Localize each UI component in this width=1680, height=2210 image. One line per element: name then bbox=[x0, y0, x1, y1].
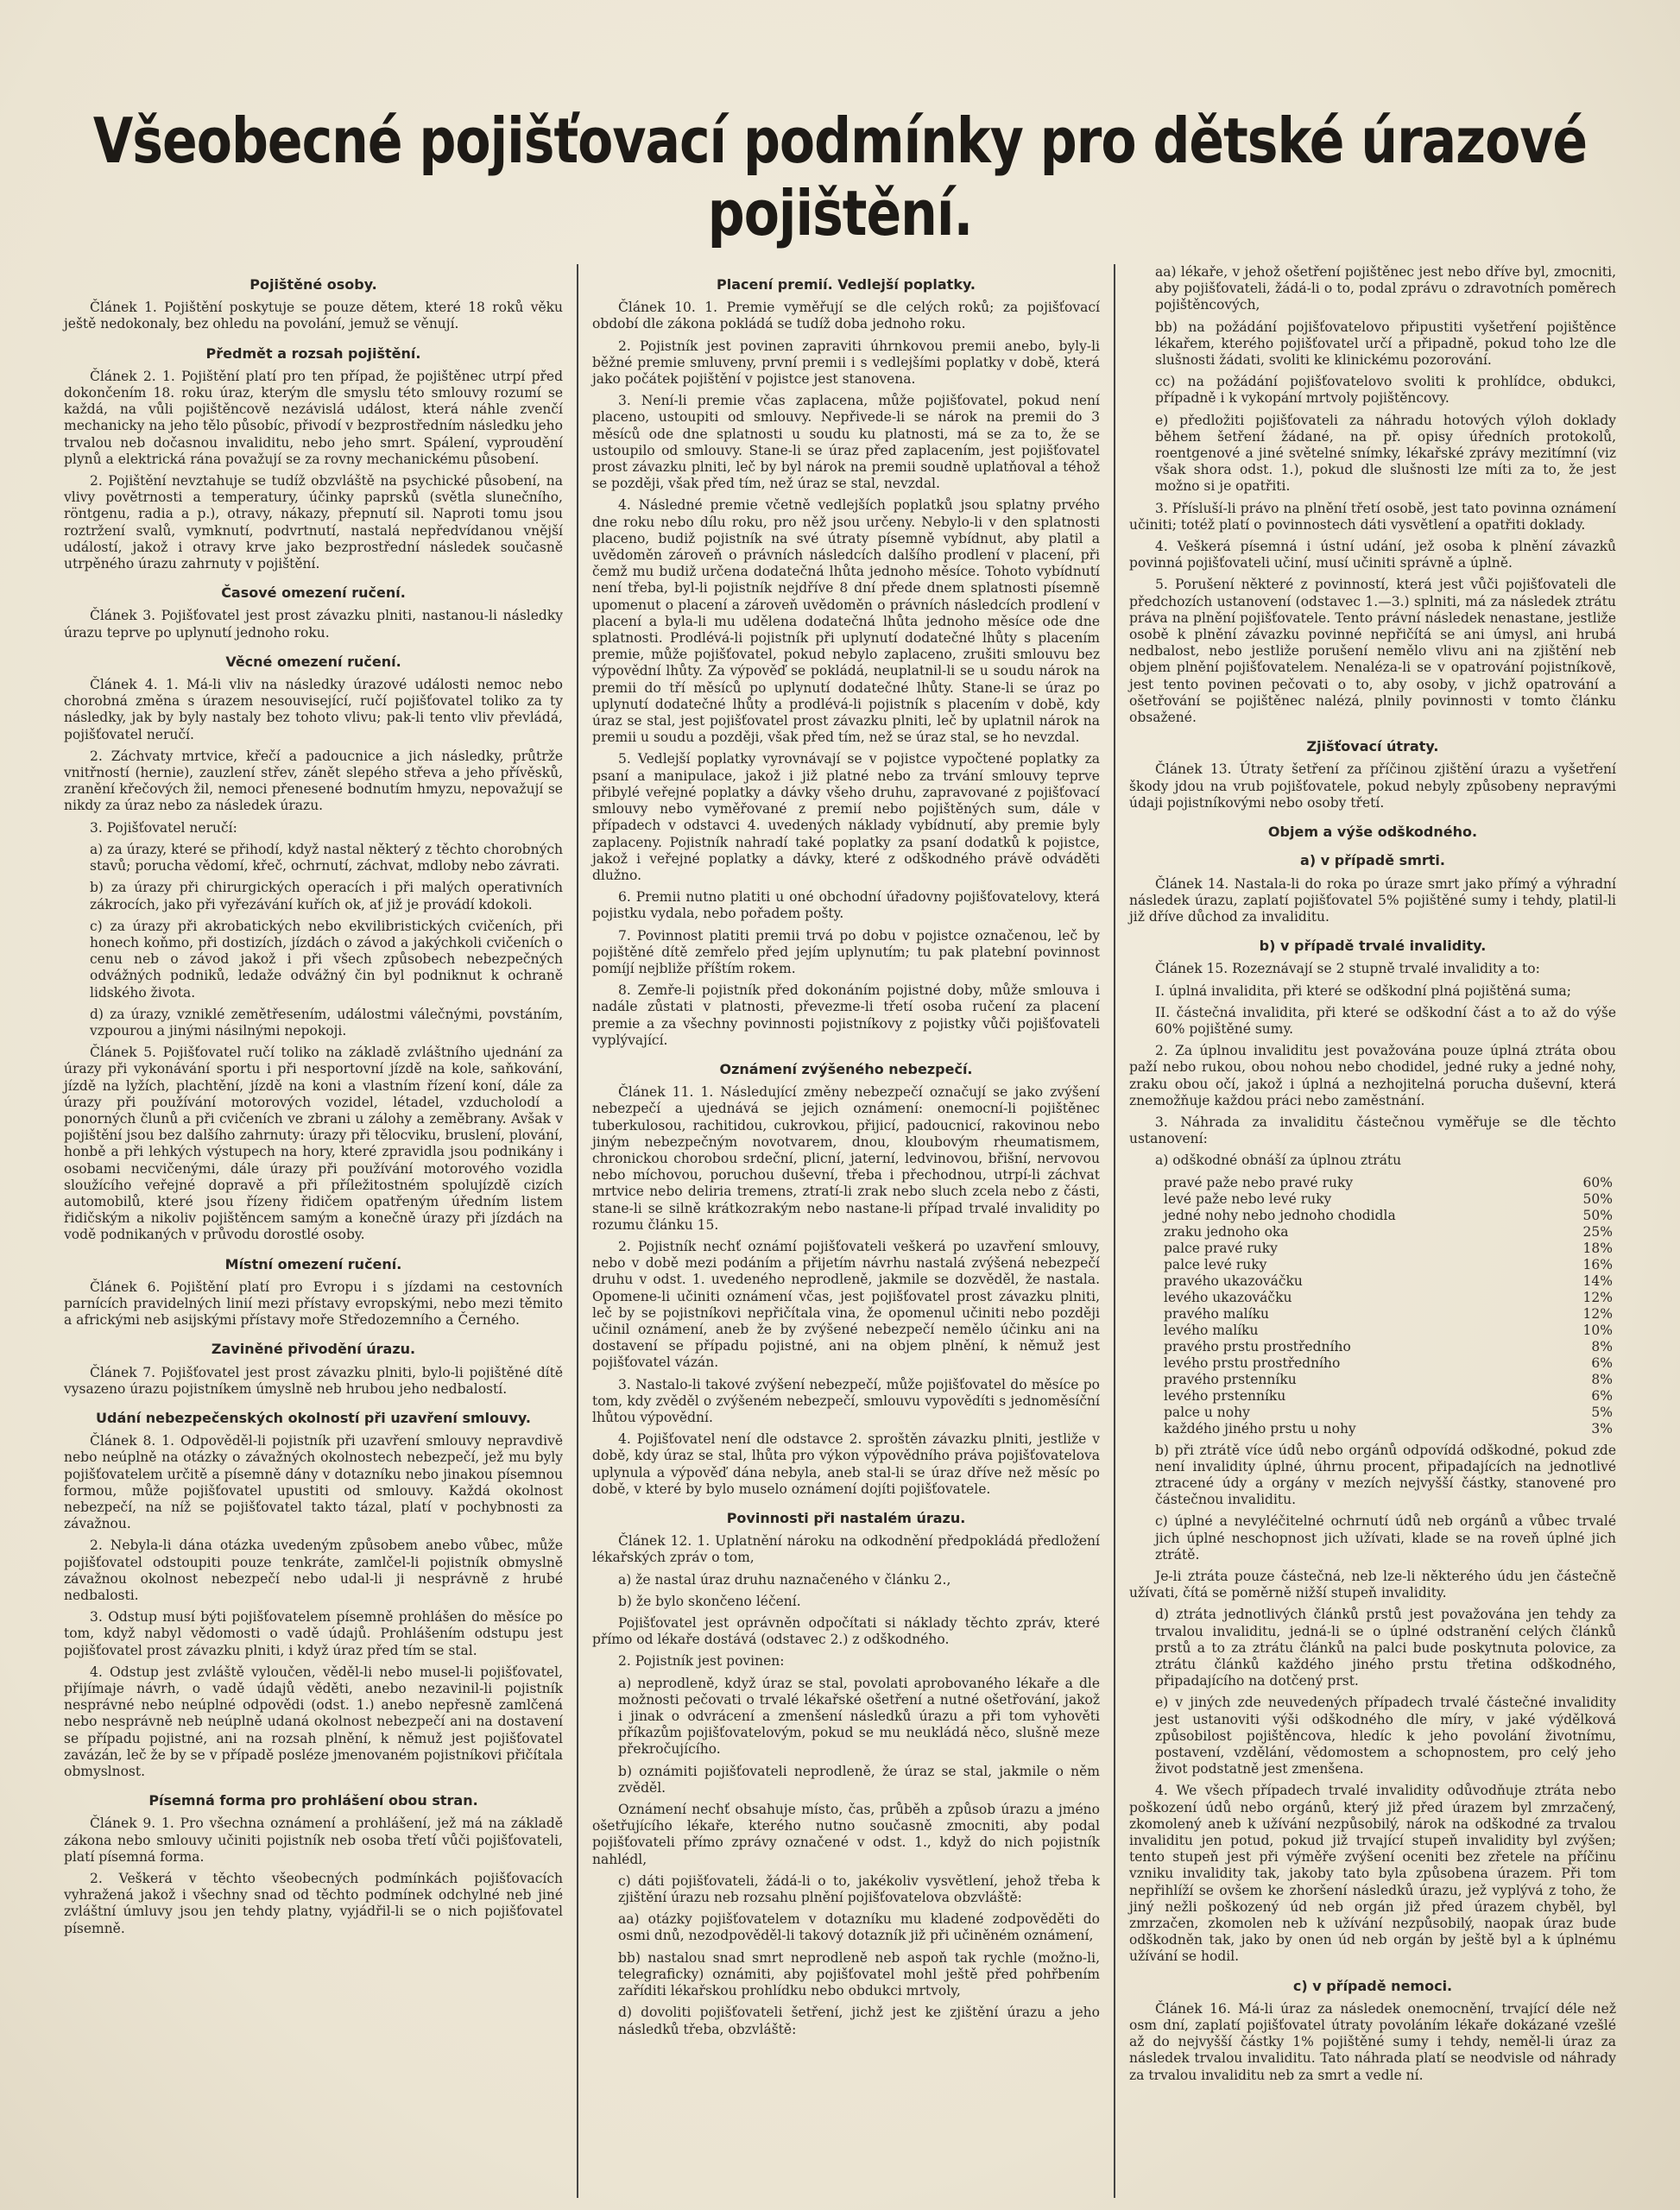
section-heading: a) v případě smrti. bbox=[1300, 852, 1445, 869]
section-heading: Předmět a rozsah pojištění. bbox=[205, 344, 421, 362]
body-part-label: každého jiného prstu u nohy bbox=[1164, 1420, 1356, 1436]
paragraph: Článek 8. 1. Odpověděl-li pojistník při uzavření smlouvy nepravdivě nebo neúplně na otázky o závažných okolnostech nebezpečí, jež mu byly pojišťovatelem určitě a písemně dány v dotazníku nebo jinakou písemnou formou, může pojišťovatel upustiti od smlouvy. Každá okolnost nebezpečí, na níž se pojišťovatel takto tázal, platí v pochybnosti za závažnou. bbox=[64, 1433, 563, 1532]
percentage-value: 6% bbox=[1591, 1354, 1613, 1371]
sub-paragraph: d) za úrazy, vzniklé zemětřesením, událostmi válečnými, povstáním, vzpourou a jinými násilnými nepokoji. bbox=[90, 1006, 563, 1039]
table-row bbox=[1129, 1224, 1616, 1241]
body-part-label: palce levé ruky bbox=[1164, 1256, 1267, 1272]
paragraph: Článek 5. Pojišťovatel ručí toliko na základě zvláštního ujednání za úrazy při vykonávání sportu i při nesportovní jízdě na kole, saňkování, jízdě na lyžích, plachtění, jízdě na koni a vlastním řízení koní, dále za úrazy při používání motorových vozidel, létadel, vzducholodí a ponorných člunů a při cvičeních ve zbrani u zálohy a zeměbrany. Avšak v pojištění jsou bez dalšího zahrnuty: úrazy při tělocviku, bruslení, plování, honbě a při lehkých výstupech na hory, které zpravidla jsou podnikány i osobami necvičenými, dále úrazy při používání motorového vozidla sloužícího veřejné dopravě a při příležitostném spolujízdě cizích automobilů, které jsou řízeny řidičem opatřeným úředním listem řidičským a nikoliv pojištěncem samým a konečně úrazy při jízdách na vodě podnikaných v průvodu dorostlé osoby. bbox=[64, 1045, 563, 1243]
sub-paragraph: c) dáti pojišťovateli, žádá-li o to, jakékoliv vysvětlení, jehož třeba k zjištění úrazu neb rozsahu plnění pojišťovatelova obzvláště: bbox=[618, 1872, 1100, 1906]
section-heading: Oznámení zvýšeného nebezpečí. bbox=[719, 1060, 973, 1077]
paragraph: 2. Záchvaty mrtvice, křečí a padoucnice a jich následky, průtrže vnitřností (hernie), zauzlení střev, zánět slepého střeva a jeho přívěsků, zranění křečových žil, nemoci přenesené bodnutím hmyzu, nepovažují se nikdy za úraz nebo za následek úrazu. bbox=[64, 748, 563, 814]
body-part-label: palce u nohy bbox=[1164, 1404, 1250, 1420]
paragraph: Článek 1. Pojištění poskytuje se pouze dětem, které 18 roků věku ještě nedokonaly, bez ohledu na povolání, jemuž se věnují. bbox=[64, 300, 563, 332]
sub-paragraph: d) ztráta jednotlivých článků prstů jest považována jen tehdy za trvalou invaliditu, jedná-li se o úplné odstranění celých článků prstů a to za ztrátu článků na palci bude poskytnuta polovice, za ztrátu článků každého jiného prstu třetina odškodného, připadajícího na dotčený prst. bbox=[1155, 1607, 1616, 1689]
paragraph: Článek 12. 1. Uplatnění nároku na odkodnění předpokládá předložení lékařských zpráv o tom, bbox=[592, 1533, 1100, 1566]
sub-paragraph: aa) otázky pojišťovatelem v dotazníku mu kladené zodpověděti do osmi dnů, nezodpověděl-li takový dotazník již při učiněném oznámení, bbox=[618, 1911, 1100, 1944]
sub-paragraph: cc) na požádání pojišťovatelovo svoliti k prohlídce, obdukci, případně i k vykopání mrtvoly pojištěncovy. bbox=[1155, 374, 1616, 407]
paragraph: Článek 13. Útraty šetření za příčinou zjištění úrazu a vyšetření škody jdou na vrub pojišťovatele, pokud nebyly způsobeny nepravými údaji pojistníkovými nebo osoby třetí. bbox=[1129, 761, 1616, 811]
table-row bbox=[1129, 1372, 1616, 1388]
percentage-value: 16% bbox=[1582, 1256, 1613, 1272]
percentage-value: 60% bbox=[1582, 1174, 1613, 1190]
sub-paragraph: II. částečná invalidita, při které se odškodní část a to až do výše 60% pojištěné sumy. bbox=[1155, 1004, 1616, 1037]
percentage-value: 6% bbox=[1591, 1387, 1613, 1404]
paragraph: 2. Za úplnou invaliditu jest považována pouze úplná ztráta obou paží nebo rukou, obou nohou nebo chodidel, jedné ruky a jedné nohy, zraku obou očí, jakož i úplná a nezhojitelná porucha duševní, která znemožňuje každou práci nebo zaměstnání. bbox=[1129, 1043, 1616, 1108]
percentage-value: 10% bbox=[1582, 1322, 1613, 1338]
column-1 bbox=[50, 264, 578, 2198]
paragraph: 3. Přísluší-li právo na plnění třetí osobě, jest tato povinna oznámení učiniti; totéž platí o povinnostech dáti vysvětlení a opatřiti doklady. bbox=[1129, 500, 1616, 533]
sub-paragraph: I. úplná invalidita, při které se odškodní plná pojištěná suma; bbox=[1155, 982, 1571, 999]
body-part-label: pravého prstenníku bbox=[1164, 1371, 1297, 1387]
percentage-value: 50% bbox=[1582, 1190, 1613, 1207]
body-part-label: levého malíku bbox=[1164, 1322, 1259, 1338]
table-row bbox=[1129, 1175, 1616, 1191]
body-part-label: pravého malíku bbox=[1164, 1305, 1269, 1322]
paragraph: Článek 6. Pojištění platí pro Evropu i s jízdami na cestovních parnících pravidelných linií mezi přístavy evropskými, nebo mezi těmito a africkými neb asijskými přístavy moře Středozemního a Černého. bbox=[64, 1279, 563, 1329]
column-3 bbox=[1115, 264, 1630, 2198]
sub-paragraph: b) oznámiti pojišťovateli neprodleně, že úraz se stal, jakmile o něm zvěděl. bbox=[618, 1763, 1100, 1796]
sub-paragraph: bb) nastalou snad smrt neprodleně neb aspoň tak rychle (možno-li, telegraficky) oznámiti, aby pojišťovatel mohl ještě před pohřbením zaříditi lékařskou prohlídku nebo obdukci mrtvoly, bbox=[618, 1949, 1100, 1999]
paragraph: Článek 4. 1. Má-li vliv na následky úrazové události nemoc nebo chorobná změna s úrazem nesouvisející, ručí pojišťovatel toliko za ty následky, jak by byly nastaly bez tohoto vlivu; pak-li tento vliv převládá, pojišťovatel neručí. bbox=[64, 677, 563, 742]
sub-paragraph: a) odškodné obnáší za úplnou ztrátu bbox=[1155, 1152, 1402, 1169]
percentage-value: 18% bbox=[1582, 1240, 1613, 1256]
body-part-label: pravého prstu prostředního bbox=[1164, 1338, 1351, 1354]
paragraph: Článek 3. Pojišťovatel jest prost závazku plniti, nastanou-li následky úrazu teprve po uplynutí jednoho roku. bbox=[64, 608, 563, 641]
paragraph: 6. Premii nutno platiti u oné obchodní úřadovny pojišťovatelovy, která pojistku vydala, nebo pořadem pošty. bbox=[592, 889, 1100, 922]
section-heading: Pojištěné osoby. bbox=[249, 276, 377, 293]
body-part-label: zraku jednoho oka bbox=[1164, 1223, 1289, 1240]
sub-paragraph: c) za úrazy při akrobatických nebo ekvilibristických cvičeních, při honech koňmo, při dostizích, jízdách o závod a jakýchkoli cvičeních o cenu neb o závod jakož i při všech způsobech nebezpečných odvážných podniků, ledaže odvážný čin byl podniknut k ochraně lidského života. bbox=[90, 918, 563, 1001]
paragraph: Článek 7. Pojišťovatel jest prost závazku plniti, bylo-li pojištěné dítě vysazeno úrazu pojistníkem úmyslně neb hrubou jeho nedbalostí. bbox=[64, 1364, 563, 1397]
body-part-label: levé paže nebo levé ruky bbox=[1164, 1190, 1332, 1207]
section-heading: Povinnosti při nastalém úrazu. bbox=[726, 1510, 966, 1527]
table-row bbox=[1129, 1191, 1616, 1208]
paragraph: 4. We všech případech trvalé invalidity odůvodňuje ztráta nebo poškození údů nebo orgánů, který již před úrazem byl zmrzačený, zkomolený aneb k užívání nezpůsobilý, nárok na odškodné za trvalou invaliditu jen potud, pokud již trvající stupeň invalidity byl zvýšen; tento stupeň jest při výměře zvýšení oceniti bez zřetele na příčinu vzniku invalidity tak, jakoby tato byla způsobena úrazem. Při tom nepřihlíží se ovšem ke zhoršení následků úrazu, jež vyplývá z toho, že jiný nežli poškozený úd neb orgán již před úrazem chyběl, byl zmrzačen, zkomolen neb k užívání nezpůsobilý, naopak úraz bude odškodněn tak, jako by onen úd neb orgán by ještě byl a k úplnému užívání se hodil. bbox=[1129, 1783, 1616, 1965]
paragraph: 4. Pojišťovatel není dle odstavce 2. sproštěn závazku plniti, jestliže v době, kdy úraz se stal, lhůta pro výkon výpovědního práva pojišťovatelova uplynula a výpověď dána nebyla, aneb stal-li se úraz dříve než měsíc po době, v které by bylo muselo oznámení dojíti pojišťovatele. bbox=[592, 1431, 1100, 1497]
section-heading: b) v případě trvalé invalidity. bbox=[1259, 938, 1487, 955]
table-row bbox=[1129, 1323, 1616, 1339]
paragraph: Pojišťovatel jest oprávněn odpočítati si náklady těchto zpráv, které přímo od lékaře dostává (odstavec 2.) z odškodného. bbox=[592, 1615, 1100, 1648]
paragraph: 3. Není-li premie včas zaplacena, může pojišťovatel, pokud není placeno, ustoupiti od smlouvy. Nepřivede-li se nárok na premii do 3 měsíců ode dne splatnosti u soudu ku platnosti, má se za to, že se ustoupilo od smlouvy. Stane-li se úraz před zaplacením, jest pojišťovatel prost závazku plniti, leč by byl nárok na premii soudně uplatňoval a téhož se později, však před tím, než úraz se stal, nevzdal. bbox=[592, 393, 1100, 492]
sub-paragraph: a) že nastal úraz druhu naznačeného v článku 2., bbox=[618, 1571, 951, 1588]
paragraph: 4. Následné premie včetně vedlejších poplatků jsou splatny prvého dne roku nebo dílu roku, pro něž jsou určeny. Nebylo-li v den splatnosti placeno, budiž pojistník na své útraty písemně vybídnut, aby platil a uvědoměn zároveň o právních následcích dalšího prodlení v placení, při čemž mu budiž určena dodatečná lhůta jednoho měsíce. Tohoto vybídnutí není třeba, byl-li pojistník nejdříve 8 dní přede dnem splatnosti písemně upomenut o placení a zároveň uvědoměn o právních následcích prodlení v placení a byla-li mu udělena dodatečná lhůta jednoho měsíce ode dne splatnosti. Prodlévá-li pojistník při uplynutí dodatečné lhůty s placením premie, může pojišťovatel, pokud nebylo zaplaceno, zrušiti smlouvu bez výpovědní lhůty. Za výpověď se pokládá, neuplatnil-li se u soudu nárok na premii do tří měsíců po uplynutí dodatečné lhůty. Stane-li se úraz po uplynutí dodatečné lhůty a prodlévá-li pojistník s placením v době, kdy úraz se stal, jest pojišťovatel prost závazku plniti, leč by uplatnil nárok na premii u soudu a později, však před tím, než se úraz stal, se ho nevzdal. bbox=[592, 497, 1100, 746]
table-row bbox=[1129, 1273, 1616, 1290]
paragraph: 2. Pojistník nechť oznámí pojišťovateli veškerá po uzavření smlouvy, nebo v době mezi podáním a přijetím návrhu nastalá zvýšená nebezpečí druhu v odst. 1. uvedeného neprodleně, jakmile se dozvěděl, že nastala. Opomene-li učiniti oznámení včas, jest pojišťovatel prost závazku plniti, leč by se pojistníkovi nepřičítala vina, že opomenul učiniti nebo později učinil oznámení, aneb že by zvýšené nebezpečí nemělo účinku ani na dostavení se případu pojistné, ani na objem plnění, k němuž jest pojišťovatel vázán. bbox=[592, 1238, 1100, 1371]
section-heading: Objem a výše odškodného. bbox=[1267, 824, 1478, 841]
body-part-label: levého prstu prostředního bbox=[1164, 1354, 1341, 1371]
section-heading: Zaviněné přivodění úrazu. bbox=[211, 1341, 416, 1358]
table-row bbox=[1129, 1208, 1616, 1224]
body-part-label: palce pravé ruky bbox=[1164, 1240, 1278, 1256]
table-row bbox=[1129, 1355, 1616, 1372]
percentage-value: 8% bbox=[1591, 1371, 1613, 1387]
sub-paragraph: c) úplné a nevyléčitelné ochrnutí údů neb orgánů a vůbec trvalé jich úplné neschopnost jich užívati, klade se na roveň úplné jich ztrátě. bbox=[1155, 1513, 1616, 1563]
body-part-label: jedné nohy nebo jednoho chodidla bbox=[1164, 1207, 1396, 1223]
body-part-label: levého prstenníku bbox=[1164, 1387, 1286, 1404]
paragraph: Článek 14. Nastala-li do roka po úraze smrt jako přímý a výhradní následek úrazu, zaplatí pojišťovatel 5% pojištěné sumy i tehdy, platil-li již dříve důchod za invaliditu. bbox=[1129, 875, 1616, 925]
paragraph: Článek 2. 1. Pojištění platí pro ten případ, že pojištěnec utrpí před dokončením 18. roku úraz, kterým dle smyslu této smlouvy rozumí se každá, na vůli pojištěncově nezávislá událost, která náhle zvenčí mechanicky na jeho tělo působíc, přivodí v bezprostředním následku jeho trvalou neb dočasnou invaliditu, nebo jeho smrt. Spálení, vyproudění plynů a elektrická rána považují se za rovny mechanickému působení. bbox=[64, 368, 563, 467]
percentage-value: 3% bbox=[1591, 1420, 1613, 1436]
paragraph: 5. Porušení některé z povinností, která jest vůči pojišťovateli dle předchozích ustanovení (odstavec 1.—3.) splniti, má za následek ztrátu práva na plnění pojišťovatele. Tento právní následek nenastane, jestliže osobě k plnění závazku povinné nepřičítá se ani úmysl, ani hrubá nedbalost, nebo jestliže porušení nemělo vlivu ani na zjištění neb objem plnění pojišťovatelem. Nenaléza-li se v opatrování pojistníkově, jest tento povinen pečovati o to, aby osoby, v jichž opatrování a ošetřování se pojištěnec nalézá, plnily povinnosti v tomto článku obsažené. bbox=[1129, 577, 1616, 726]
paragraph: 2. Pojistník jest povinen: bbox=[618, 1653, 785, 1670]
table-row bbox=[1129, 1241, 1616, 1257]
paragraph: Článek 11. 1. Následující změny nebezpečí označují se jako zvýšení nebezpečí a ujednává se jejich oznámení: onemocní-li pojištěnec tuberkulosou, rachitidou, cukrovkou, přijicí, padoucnicí, rakovinou nebo jiným nebezpečným novotvarem, dnou, kloubovým rheumatismem, chronickou chorobou srdeční, plicní, jaterní, ledvinovou, břišní, nervovou nebo míchovou, poruchou duševní, třeba i přechodnou, utrpí-li záchvat mrtvice nebo deliria tremens, ztratí-li zrak nebo sluch zcela nebo z části, stane-li se silně krátkozrakým nebo nastane-li případ trvalé invalidity po rozumu článku 15. bbox=[592, 1084, 1100, 1233]
paragraph: 2. Pojištění nevztahuje se tudíž obzvláště na psychické působení, na vlivy povětrnosti a temperatury, účinky paprsků (světla slunečního, röntgenu, radia a p.), otravy, nákazy, přepnutí sil. Naproti tomu jsou roztržení svalů, vymknutí, podvrtnutí, nastalá nepředvídanou vnější událostí, jakož i otravy krve jako bezprostřední následek současně utrpěného úrazu zahrnuty v pojištění. bbox=[64, 473, 563, 572]
table-row bbox=[1129, 1405, 1616, 1421]
body-part-label: pravého ukazováčku bbox=[1164, 1272, 1303, 1289]
paragraph: 3. Nastalo-li takové zvýšení nebezpečí, může pojišťovatel do měsíce po tom, kdy zvěděl o zvýšeném nebezpečí, smlouvu vypovědíti s jednoměsíční lhůtou výpovědní. bbox=[592, 1376, 1100, 1425]
sub-paragraph: a) za úrazy, které se přihodí, když nastal některý z těchto chorobných stavů; porucha vědomí, křeč, ochrnutí, záchvat, mdloby nebo závrati. bbox=[90, 841, 563, 875]
table-row bbox=[1129, 1306, 1616, 1323]
paragraph: Článek 15. Rozeznávají se 2 stupně trvalé invalidity a to: bbox=[1155, 961, 1540, 977]
paragraph: 4. Veškerá písemná i ústní udání, jež osoba k plnění závazků povinná pojišťovateli učiní, musí učiniti správně a úplně. bbox=[1129, 539, 1616, 571]
table-row bbox=[1129, 1257, 1616, 1273]
paragraph: Článek 9. 1. Pro všechna oznámení a prohlášení, jež má na základě zákona nebo smlouvy učiniti pojistník neb osoba třetí vůči pojišťovateli, platí písemná forma. bbox=[64, 1815, 563, 1865]
body-part-label: levého ukazováčku bbox=[1164, 1289, 1292, 1305]
percentage-value: 12% bbox=[1582, 1305, 1613, 1322]
paragraph: 3. Náhrada za invaliditu částečnou vyměřuje se dle těchto ustanovení: bbox=[1129, 1114, 1616, 1147]
percentage-value: 5% bbox=[1591, 1404, 1613, 1420]
table-row bbox=[1129, 1421, 1616, 1437]
table-row bbox=[1129, 1290, 1616, 1306]
paragraph: 5. Vedlejší poplatky vyrovnávají se v pojistce vypočtené poplatky za psaní a manipulace, jakož i již platné nebo za trvání smlouvy teprve přibylé veřejné poplatky a dávky všeho druhu, zapravované z pojišťovací smlouvy nebo vyměřované z premií nebo pojištěných sum, dále v případech v odstavci 4. uvedených náklady vybídnutí, aby premie byly zaplaceny. Pojistník nahradí také poplatky za psaní dodatků k pojistce, jakož i veřejné poplatky a dávky, které z odškodného právě odváděti dlužno. bbox=[592, 751, 1100, 883]
section-heading: Placení premií. Vedlejší poplatky. bbox=[717, 276, 976, 293]
table-row bbox=[1129, 1339, 1616, 1355]
text-columns bbox=[50, 264, 1630, 2198]
section-heading: Časové omezení ručení. bbox=[221, 584, 406, 602]
column-2 bbox=[578, 264, 1115, 2198]
percentage-value: 14% bbox=[1582, 1272, 1613, 1289]
compensation-table bbox=[1129, 1175, 1616, 1437]
percentage-value: 12% bbox=[1582, 1289, 1613, 1305]
sub-paragraph: d) dovoliti pojišťovateli šetření, jichž jest ke zjištění úrazu a jeho následků třeba, obzvláště: bbox=[618, 2005, 1100, 2037]
paragraph: 4. Odstup jest zvláště vyloučen, věděl-li nebo musel-li pojišťovatel, přijímaje návrh, o vadě údajů věděti, anebo nezavinil-li pojistník nesprávné nebo neúplné odpovědi (odst. 1.) anebo nepřesně zamlčená nebo nesprávně neb neúplně udaná okolnost nebezpečí ani na dostavení se případu pojistné, ani na rozsah plnění, k němuž jest pojišťovatel zavázán, leč že by se v případě posléze jmenovaném pojistníkovi přičítala obmyslnost. bbox=[64, 1664, 563, 1780]
paragraph: 2. Pojistník jest povinen zapraviti úhrnkovou premii anebo, byly-li běžné premie smluveny, první premii i s vedlejšími poplatky v době, která jako počátek pojištění v pojistce jest stanovena. bbox=[592, 338, 1100, 388]
percentage-value: 8% bbox=[1591, 1338, 1613, 1354]
paragraph: 2. Nebyla-li dána otázka uvedeným způsobem anebo vůbec, může pojišťovatel odstoupiti pouze tenkráte, zamlčel-li pojistník obmyslně závažnou okolnost nebezpečí nebo udal-li ji nesprávně z hrubé nedbalosti. bbox=[64, 1538, 563, 1604]
paragraph: Je-li ztráta pouze částečná, neb lze-li některého údu jen částečně užívati, čítá se poměrně nižší stupeň invalidity. bbox=[1129, 1568, 1616, 1601]
paragraph: 3. Odstup musí býti pojišťovatelem písemně prohlášen do měsíce po tom, když nabyl vědomosti o vadě údajů. Prohlášením odstupu jest pojišťovatel prost závazku plniti, i když úraz před tím se stal. bbox=[64, 1609, 563, 1658]
sub-paragraph: e) v jiných zde neuvedených případech trvalé částečné invalidity jest ustanoviti výši odškodného dle míry, v jaké výdělková způsobilost pojištěncova, hledíc k jeho povolání životnímu, postavení, vzdělání, vědomostem a schopnostem, pro celý jeho život podstatně jest zmenšena. bbox=[1155, 1695, 1616, 1777]
body-part-label: pravé paže nebo pravé ruky bbox=[1164, 1174, 1354, 1190]
paragraph: Článek 16. Má-li úraz za následek onemocnění, trvající déle než osm dní, zaplatí pojišťovatel útraty povoláním lékaře dokázané vzešlé až do nejvyšší částky 1% pojištěné sumy i tehdy, neměl-li úraz za následek trvalou invaliditu. Tato náhrada platí se neodvisle od náhrady za trvalou invaliditu neb za smrt a vedle ní. bbox=[1129, 2000, 1616, 2083]
paragraph: 3. Pojišťovatel neručí: bbox=[90, 819, 237, 836]
section-heading: Písemná forma pro prohlášení obou stran. bbox=[148, 1792, 478, 1809]
document-title: Všeobecné pojišťovací podmínky pro dětské úrazové pojištění. bbox=[92, 105, 1588, 250]
paragraph: 7. Povinnost platiti premii trvá po dobu v pojistce označenou, leč by pojištěné dítě zemřelo před jejím uplynutím; tu pak platební povinnost pomíjí nejbliže příštím rokem. bbox=[592, 927, 1100, 976]
paragraph: 8. Zemře-li pojistník před dokonáním pojistné doby, může smlouva i nadále zůstati v platnosti, převezme-li třetí osoba ručení za placení premie a za všechny povinnosti pojistníkovy z pojistky vůči pojišťovateli vyplývající. bbox=[592, 982, 1100, 1048]
sub-paragraph: b) při ztrátě více údů nebo orgánů odpovídá odškodné, pokud zde není invalidity úplné, úhrnu procent, připadajících na jednotlivé ztracené údy a orgány v mezích nejvyšší částky, stanovené pro částečnou invaliditu. bbox=[1155, 1442, 1616, 1508]
section-heading: Místní omezení ručení. bbox=[224, 1255, 402, 1272]
paragraph: Článek 10. 1. Premie vyměřují se dle celých roků; za pojišťovací období dle zákona pokládá se tudíž doba jednoho roku. bbox=[592, 300, 1100, 332]
section-heading: Zjišťovací útraty. bbox=[1306, 738, 1439, 755]
sub-paragraph: aa) lékaře, v jehož ošetření pojištěnec jest nebo dříve byl, zmocniti, aby pojišťovateli, žádá-li o to, podal zprávu o zdravotních poměrech pojištěncových, bbox=[1155, 264, 1616, 313]
sub-paragraph: bb) na požádání pojišťovatelovo připustiti vyšetření pojištěnce lékařem, kterého pojišťovatel určí a připadně, pokud toho lze dle slušnosti žádati, svoliti ke klinickému pozorování. bbox=[1155, 319, 1616, 369]
sub-paragraph: e) předložiti pojišťovateli za náhradu hotových výloh doklady během šetření žádané, na př. opisy úředních protokolů, roentgenové a jiné světelné snímky, lékařské zprávy mezitímní (viz však shora odst. 1.), pokud dle slušnosti lze míti za to, že jest možno si je opatřiti. bbox=[1155, 412, 1616, 495]
sub-paragraph: b) že bylo skončeno léčení. bbox=[618, 1593, 801, 1609]
section-heading: Udání nebezpečenských okolností při uzavření smlouvy. bbox=[96, 1409, 531, 1426]
sub-paragraph: a) neprodleně, když úraz se stal, povolati aprobovaného lékaře a dle možnosti pečovati o trvalé lékařské ošetření a nutné ošetřování, jakož i jinak o odvrácení a zmenšení následků úrazu a při tom vyhověti příkazům pojišťovatelovým, pokud se mu neukládá něco, slušně meze překročujícího. bbox=[618, 1675, 1100, 1758]
percentage-value: 50% bbox=[1582, 1207, 1613, 1223]
sub-paragraph: b) za úrazy při chirurgických operacích i při malých operativních zákrocích, jako při vyřezávání kuřích ok, ať již je provádí kdokoli. bbox=[90, 880, 563, 912]
section-heading: Věcné omezení ručení. bbox=[225, 653, 401, 670]
table-row bbox=[1129, 1388, 1616, 1405]
section-heading: c) v případě nemoci. bbox=[1292, 1977, 1453, 1994]
percentage-value: 25% bbox=[1582, 1223, 1613, 1240]
paragraph: 2. Veškerá v těchto všeobecných podmínkách pojišťovacích vyhražená jakož i všechny snad od těchto podmínek odchylné neb jiné zvláštní úmluvy jsou jen tehdy platny, vyjádřil-li se o nich pojišťovatel písemně. bbox=[64, 1871, 563, 1936]
paragraph: Oznámení nechť obsahuje místo, čas, průběh a způsob úrazu a jméno ošetřujícího lékaře, kterého nutno současně zmocniti, aby podal pojišťovateli přímo zprávy označené v odst. 1., když do nich pojistník nahlédl, bbox=[592, 1802, 1100, 1867]
